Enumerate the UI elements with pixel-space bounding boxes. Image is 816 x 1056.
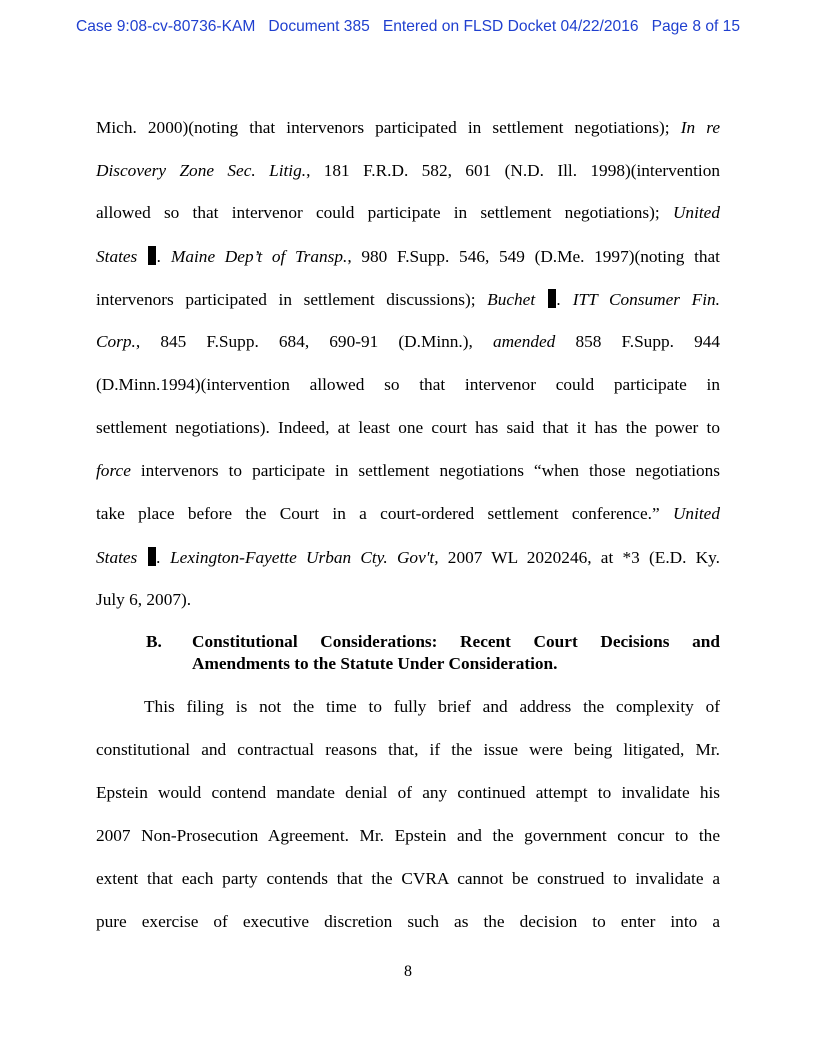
- body-line: (D.Minn.1994)(intervention allowed so that intervenor could participate in: [96, 375, 720, 394]
- docket-header: [0, 18, 816, 36]
- case-number: Case 9:08-cv-80736-KAM: [75, 18, 256, 35]
- redaction-mark: [148, 547, 156, 566]
- section-heading-line1: Constitutional Considerations: Recent Court Decisions and: [192, 632, 720, 651]
- body-line: States . Maine Dep’t of Transp., 980 F.Supp. 546, 549 (D.Me. 1997)(noting that: [96, 247, 720, 266]
- body-line: Corp., 845 F.Supp. 684, 690-91 (D.Minn.), amended 858 F.Supp. 944: [96, 332, 720, 351]
- body-line: Discovery Zone Sec. Litig., 181 F.R.D. 582, 601 (N.D. Ill. 1998)(intervention: [96, 161, 720, 180]
- body-line: allowed so that intervenor could participate in settlement negotiations); United: [96, 203, 720, 222]
- body-line: Mich. 2000)(noting that intervenors participated in settlement negotiations); In re: [96, 118, 720, 137]
- body-line: Epstein would contend mandate denial of any continued attempt to invalidate his: [96, 783, 720, 802]
- document-number: Document 385: [268, 18, 370, 35]
- page-number: 8: [404, 963, 412, 980]
- body-line: extent that each party contends that the CVRA cannot be construed to invalidate a: [96, 869, 720, 888]
- page-of: Page 8 of 15: [651, 18, 741, 35]
- redaction-mark: [148, 246, 156, 265]
- body-line: pure exercise of executive discretion such as the decision to enter into a: [96, 912, 720, 931]
- body-line: States . Lexington-Fayette Urban Cty. Gov't, 2007 WL 2020246, at *3 (E.D. Ky.: [96, 548, 720, 567]
- section-label: B.: [146, 632, 162, 651]
- body-line: settlement negotiations). Indeed, at least one court has said that it has the power to: [96, 418, 720, 437]
- section-heading-line2: Amendments to the Statute Under Consideration.: [192, 654, 558, 673]
- entered-date: Entered on FLSD Docket 04/22/2016: [382, 18, 639, 35]
- body-line: intervenors participated in settlement discussions); Buchet . ITT Consumer Fin.: [96, 290, 720, 309]
- body-line: take place before the Court in a court-ordered settlement conference.” United: [96, 504, 720, 523]
- body-line: constitutional and contractual reasons that, if the issue were being litigated, Mr.: [96, 740, 720, 759]
- body-line: July 6, 2007).: [96, 590, 192, 609]
- body-line: This filing is not the time to fully brief and address the complexity of: [144, 697, 720, 716]
- body-line: force intervenors to participate in settlement negotiations “when those negotiations: [96, 461, 720, 480]
- body-line: 2007 Non-Prosecution Agreement. Mr. Epstein and the government concur to the: [96, 826, 720, 845]
- redaction-mark: [548, 289, 556, 308]
